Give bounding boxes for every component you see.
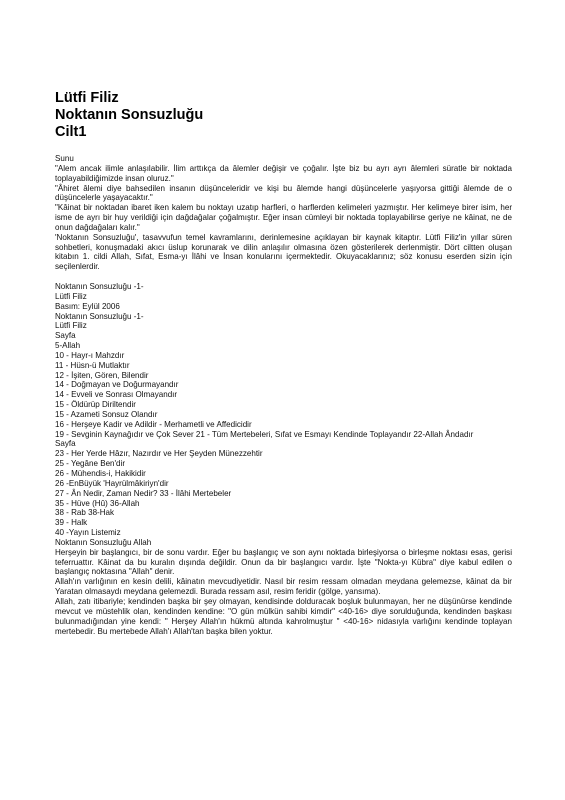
info-line: Noktanın Sonsuzluğu -1- bbox=[55, 281, 144, 291]
section-heading: Noktanın Sonsuzluğu Allah bbox=[55, 537, 152, 547]
toc-entry: 27 - Ân Nedir, Zaman Nedir? 33 - İlâhi Mertebeler bbox=[55, 488, 232, 498]
toc-entry: 12 - İşiten, Gören, Bilendir bbox=[55, 370, 149, 380]
toc-entry: 5-Allah bbox=[55, 341, 81, 351]
section-paragraph-3: Allah, zatı itibariyle; kendinden başka bir şey olmayan, kendisinde dolduracak boşluk bulunmayan, her ne düşünürse kendinde mevcut ve müstehlik olan, kendinden kendine: "O gün mülkün sahibi kimdir" <40-16> diye sorulduğunda, kendinden başkası bulunmadığından yine kendi: " Herşey Allah'ın hükmü altında kahrolmuştur " <40-16> nidasıyla varlığını kendinde toplayan mertebedir. Bu mertebede Allah'ı Allah'tan başka bilen yoktur. bbox=[55, 596, 512, 636]
toc-entry: 39 - Halk bbox=[55, 518, 88, 528]
book-title: Noktanın Sonsuzluğu bbox=[55, 107, 204, 123]
title-block bbox=[55, 90, 203, 141]
intro-quote-2: "Âhiret âlemi diye bahsedilen insanın düşünceleridir ve kişi bu âlemde hangi düşüncelerle yaşıyorsa gittiği âlemde de o düşüncelerle yaşayacaktır." bbox=[55, 183, 512, 203]
toc-page-label: Sayfa bbox=[55, 331, 76, 341]
toc-entry: 25 - Yegâne Ben'dir bbox=[55, 459, 125, 469]
info-line: Noktanın Sonsuzluğu -1- bbox=[55, 311, 144, 321]
intro-description: 'Noktanın Sonsuzluğu', tasavvufun temel kavramlarını, derinlemesine açıklayan bir kaynak kitaptır. Lütfi Filiz'in yıllar süren sohbetleri, konuşmadaki akıcı üslup korunarak ve dilin anlaşılır olmasına özen gösterilerek derlenmiştir. Dört ciltten oluşan kitabın 1. cildi Allah, Sıfat, Esma-yı İlâhi ve İnsan konularını içermektedir. Okuyacaklarınız; söz konusu eserden sizin için seçilenlerdir. bbox=[55, 232, 512, 272]
toc-entry: 26 - Mühendis-i, Hakikidir bbox=[55, 469, 146, 478]
toc-entry: 40 -Yayın Listemiz bbox=[55, 528, 121, 538]
section-paragraph-2: Allah'ın varlığının en kesin delili, kâinatın mevcudiyetidir. Nasıl bir resim ressam olmadan meydana gelemezse, kâinat da bir Yaratan olmasaydı meydana gelemezdi. Burada ressam asıl, resim feridir (gölge, yansıma). bbox=[55, 577, 512, 597]
toc-entry: 38 - Rab 38-Hak bbox=[55, 508, 115, 518]
info-line: Lütfi Filiz bbox=[55, 291, 87, 301]
toc-entry: 11 - Hüsn-ü Mutlaktır bbox=[55, 360, 130, 370]
volume-label: Cilt1 bbox=[55, 124, 87, 140]
toc-entry: 15 - Azameti Sonsuz Olandır bbox=[55, 409, 158, 419]
document-body bbox=[55, 154, 512, 636]
section-paragraph-1: Herşeyin bir başlangıcı, bir de sonu vardır. Eğer bu başlangıç ve son aynı noktada birleşiyorsa o birleşme noktası esas, gerisi teferruattır. Kâinat da bu kuralın dışında değildir. Onun da bir başlangıcı vardır. İşte "Nokta-yı Kübra" diye kabul edilen o başlangıç noktasına "Allah" denir. bbox=[55, 547, 512, 577]
toc-entry: 26 -EnBüyük 'Hayrülmâkiriyn'dir bbox=[55, 478, 169, 488]
toc-entry: 35 - Hüve (Hû) 36-Allah bbox=[55, 498, 140, 508]
intro-quote-3: "Kâinat bir noktadan ibaret iken kalem bu noktayı uzatıp harfleri, o harflerden kelimeleri yazmıştır. Her kelimeye birer isim, her isme de ayrı bir huy verildiği için dağdağalar çoğalmıştır. Eğer insan cümleyi bir noktada toplayabilirse geriye ne kâinat, ne de onun dağdağaları kalır." bbox=[55, 203, 512, 232]
spacer bbox=[55, 272, 512, 282]
toc-page-label: Sayfa bbox=[55, 439, 76, 449]
toc-entry: 14 - Doğmayan ve Doğurmayandır bbox=[55, 380, 179, 390]
info-line: Basım: Eylül 2006 bbox=[55, 301, 120, 311]
toc-entry: 19 - Sevginin Kaynağıdır ve Çok Sever 21 - Tüm Mertebeleri, Sıfat ve Esmayı Kendinde Toplayandır 22-Allah Ândadır bbox=[55, 429, 474, 439]
author-name: Lütfi Filiz bbox=[55, 90, 119, 106]
toc-entry: 23 - Her Yerde Hâzır, Nazırdır ve Her Şeyden Münezzehtir bbox=[55, 449, 263, 459]
toc-entry: 14 - Evveli ve Sonrası Olmayandır bbox=[55, 390, 178, 400]
toc-entry: 16 - Herşeye Kadir ve Adildir - Merhametli ve Affedicidir bbox=[55, 419, 252, 429]
intro-heading: Sunu bbox=[55, 154, 74, 163]
toc-entry: 10 - Hayr-ı Mahzdır bbox=[55, 350, 125, 360]
intro-quote-1: "Alem ancak ilimle anlaşılabilir. İlim arttıkça da âlemler değişir ve çoğalır. İşte biz bu ayrı ayrı âlemleri süratle bir noktada toplayabildiğimizde insan oluruz." bbox=[55, 163, 512, 183]
info-line: Lütfi Filiz bbox=[55, 321, 87, 331]
toc-entry: 15 - Öldürüp Diriltendir bbox=[55, 400, 136, 410]
